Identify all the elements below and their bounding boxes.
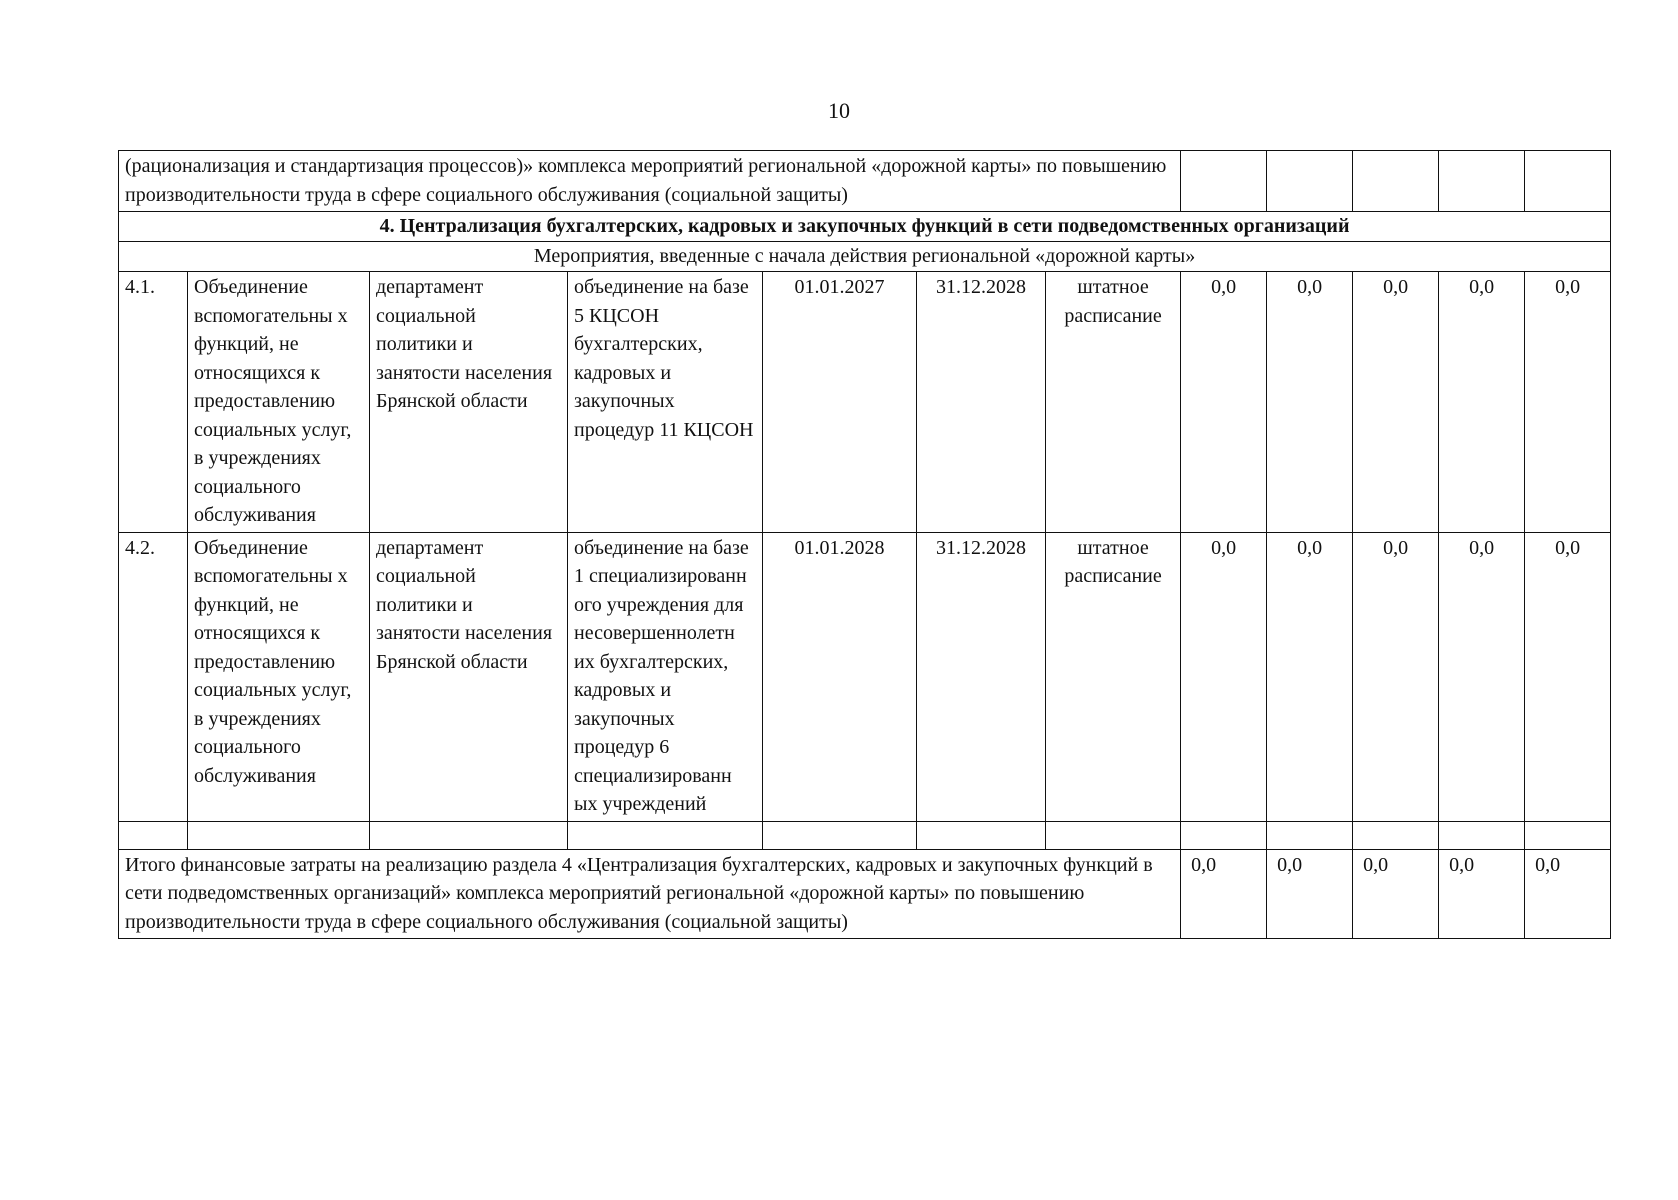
empty-cell — [1181, 821, 1267, 849]
empty-cell — [188, 821, 370, 849]
carryover-row — [119, 151, 1611, 212]
total-value: 0,0 — [1439, 849, 1525, 939]
table-row — [119, 272, 1611, 533]
carryover-text: (рационализация и стандартизация процессов)» комплекса мероприятий региональной «дорожной карты» по повышению производительности труда в сфере социального обслуживания (социальной защиты) — [119, 151, 1181, 212]
subsection-title-row — [119, 242, 1611, 272]
result: объединение на базе 1 специализированн ого учреждения для несовершеннолетн их бухгалтерских, кадровых и закупочных процедур 6 специализированн ых учреждений — [568, 532, 763, 821]
empty-cell — [370, 821, 568, 849]
total-value: 0,0 — [1353, 849, 1439, 939]
start-date: 01.01.2027 — [763, 272, 917, 533]
document: штатное расписание — [1046, 272, 1181, 533]
empty-cell — [1046, 821, 1181, 849]
subsection-title: Мероприятия, введенные с начала действия региональной «дорожной карты» — [119, 242, 1611, 272]
value-cell: 0,0 — [1267, 532, 1353, 821]
value-cell: 0,0 — [1525, 272, 1611, 533]
carryover-cell — [1439, 151, 1525, 212]
carryover-cell — [1181, 151, 1267, 212]
total-value: 0,0 — [1525, 849, 1611, 939]
empty-row — [119, 821, 1611, 849]
empty-cell — [1267, 821, 1353, 849]
row-number: 4.1. — [119, 272, 188, 533]
empty-cell — [917, 821, 1046, 849]
activity-name: Объединение вспомогательны х функций, не относящихся к предоставлению социальных услуг, в учреждениях социального обслуживания — [188, 272, 370, 533]
table-row — [119, 532, 1611, 821]
result: объединение на базе 5 КЦСОН бухгалтерских, кадровых и закупочных процедур 11 КЦСОН — [568, 272, 763, 533]
document: штатное расписание — [1046, 532, 1181, 821]
empty-cell — [763, 821, 917, 849]
value-cell: 0,0 — [1267, 272, 1353, 533]
total-row — [119, 849, 1611, 939]
empty-cell — [568, 821, 763, 849]
row-number: 4.2. — [119, 532, 188, 821]
value-cell: 0,0 — [1181, 272, 1267, 533]
total-label: Итого финансовые затраты на реализацию раздела 4 «Централизация бухгалтерских, кадровых и закупочных функций в сети подведомственных организаций» комплекса мероприятий региональной «дорожной карты» по повышению производительности труда в сфере социального обслуживания (социальной защиты) — [119, 849, 1181, 939]
value-cell: 0,0 — [1439, 272, 1525, 533]
executor: департамент социальной политики и занятости населения Брянской области — [370, 532, 568, 821]
empty-cell — [1439, 821, 1525, 849]
start-date: 01.01.2028 — [763, 532, 917, 821]
section-title: 4. Централизация бухгалтерских, кадровых и закупочных функций в сети подведомственных организаций — [119, 212, 1611, 242]
value-cell: 0,0 — [1353, 272, 1439, 533]
value-cell: 0,0 — [1439, 532, 1525, 821]
carryover-cell — [1525, 151, 1611, 212]
page-number: 10 — [828, 98, 850, 123]
executor: департамент социальной политики и занятости населения Брянской области — [370, 272, 568, 533]
total-value: 0,0 — [1181, 849, 1267, 939]
end-date: 31.12.2028 — [917, 532, 1046, 821]
value-cell: 0,0 — [1525, 532, 1611, 821]
empty-cell — [119, 821, 188, 849]
value-cell: 0,0 — [1181, 532, 1267, 821]
total-value: 0,0 — [1267, 849, 1353, 939]
end-date: 31.12.2028 — [917, 272, 1046, 533]
empty-cell — [1525, 821, 1611, 849]
carryover-cell — [1267, 151, 1353, 212]
value-cell: 0,0 — [1353, 532, 1439, 821]
empty-cell — [1353, 821, 1439, 849]
activity-name: Объединение вспомогательны х функций, не относящихся к предоставлению социальных услуг, в учреждениях социального обслуживания — [188, 532, 370, 821]
section-title-row — [119, 212, 1611, 242]
carryover-cell — [1353, 151, 1439, 212]
activities-table — [118, 150, 1611, 939]
